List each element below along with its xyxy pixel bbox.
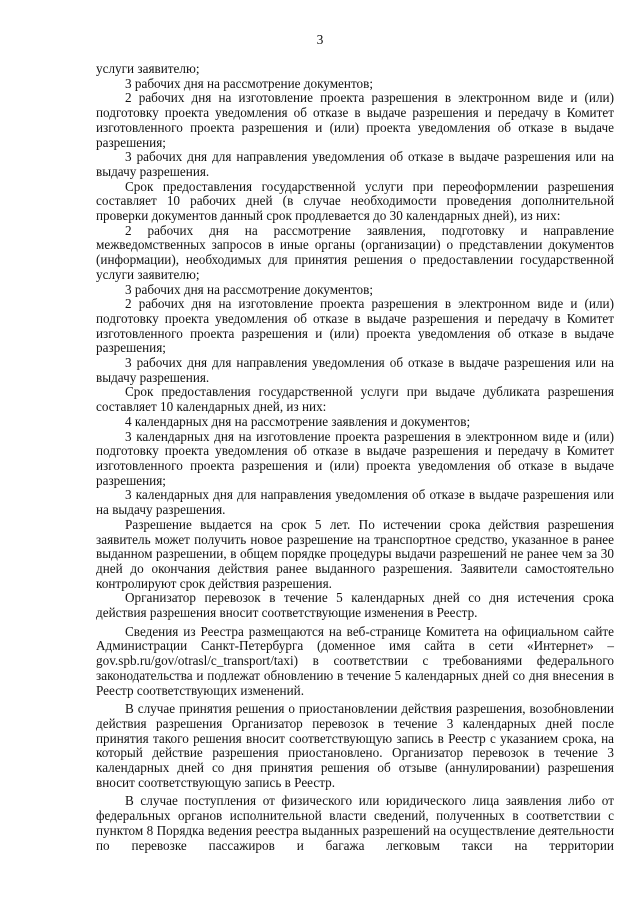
paragraph: 3 рабочих дня для направления уведомления об отказе в выдаче разрешения или на выдачу разрешения. xyxy=(96,355,614,385)
paragraph: 3 рабочих дня на рассмотрение документов; xyxy=(125,75,374,91)
paragraph: 4 календарных дня на рассмотрение заявления и документов; xyxy=(125,413,471,429)
paragraph: Срок предоставления государственной услуги при выдаче дубликата разрешения составляет 10 календарных дней, из них: xyxy=(96,384,614,415)
paragraph: Срок предоставления государственной услуги при переоформлении разрешения составляет 10 рабочих дней (в случае необходимости проведения дополнительной проверки документов данный срок продлевается до 30 календарных дней), из них: xyxy=(96,178,614,224)
paragraph: В случае принятия решения о приостановлении действия разрешения, возобновлении действия разрешения Организатор перевозок в течение 3 календарных дней после принятия такого решения вносит соответствующую запись в Реестр с указанием срока, на который действие разрешения приостановлено. Организатор перевозок в течение 3 календарных дней со дня принятия решения об отзыве (аннулировании) разрешения вносит соответствующую запись в Реестр. xyxy=(96,701,614,790)
page-number: 3 xyxy=(316,32,324,47)
paragraph: 3 календарных дня для направления уведомления об отказе в выдаче разрешения или на выдачу разрешения. xyxy=(96,487,614,518)
paragraph: услуги заявителю; xyxy=(96,61,200,76)
paragraph: В случае поступления от физического или юридического лица заявления либо от федеральных органов исполнительной власти сведений, полученных в соответствии с пунктом 8 Порядка ведения реестра выданных разрешений на осуществление деятельности по перевозке пассажиров и багажа легковым такси на территории xyxy=(96,793,614,853)
paragraph: 3 рабочих дня для направления уведомления об отказе в выдаче разрешения или на выдачу разрешения. xyxy=(96,149,614,179)
paragraph: 3 календарных дня на изготовление проекта разрешения в электронном виде и (или) подготовку проекта уведомления об отказе в выдаче разрешения и передачу в Комитет изготовленного проекта разрешения и (или) проекта уведомления об отказе в выдаче разрешения; xyxy=(96,428,614,488)
document-body xyxy=(96,62,614,853)
paragraph: Сведения из Реестра размещаются на веб-странице Комитета на официальном сайте Администрации Санкт-Петербурга (доменное имя сайта в сети «Интернет» – gov.spb.ru/gov/otrasl/c_transport/taxi) в соответствии с требованиями федерального законодательства и подлежат обновлению в течение 5 календарных дней со дня внесения в Реестр соответствующих изменений. xyxy=(96,623,614,698)
paragraph: Разрешение выдается на срок 5 лет. По истечении срока действия разрешения заявитель может получить новое разрешение на транспортное средство, указанное в ранее выданном разрешении, в общем порядке процедуры выдачи разрешений не ранее чем за 30 дней до окончания действия ранее выданного разрешения. Заявители самостоятельно контролируют срок действия разрешения. xyxy=(96,516,614,591)
paragraph: Организатор перевозок в течение 5 календарных дней со дня истечения срока действия разрешения вносит соответствующие изменения в Реестр. xyxy=(96,590,614,621)
paragraph: 2 рабочих дня на изготовление проекта разрешения в электронном виде и (или) подготовку проекта уведомления об отказе в выдаче разрешения и передачу в Комитет изготовленного проекта разрешения и (или) проекта уведомления об отказе в выдаче разрешения; xyxy=(96,90,614,150)
paragraph: 2 рабочих дня на рассмотрение заявления, подготовку и направление межведомственных запросов в иные органы (организации) о представлении документов (информации), необходимых для принятия решения о предоставлении государственной услуги заявителю; xyxy=(96,222,614,282)
paragraph: 2 рабочих дня на изготовление проекта разрешения в электронном виде и (или) подготовку проекта уведомления об отказе в выдаче разрешения и передачу в Комитет изготовленного проекта разрешения и (или) проекта уведомления об отказе в выдаче разрешения; xyxy=(96,296,614,356)
paragraph: 3 рабочих дня на рассмотрение документов; xyxy=(125,281,374,297)
